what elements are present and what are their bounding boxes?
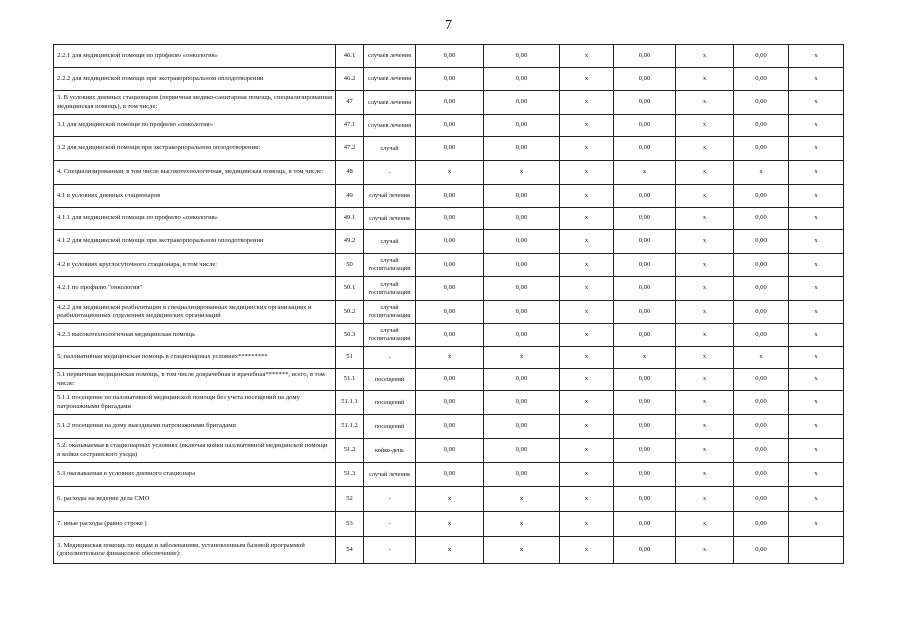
row-name-cell: 4.2.3 высокотехнологичная медицинская помощь — [54, 324, 336, 347]
value-cell-4: 0,00 — [614, 91, 676, 115]
row-name-cell: 3. Медицинская помощь по видам и заболеваниям, установленным базовой программой (дополнительное финансовое обеспечение): — [54, 537, 336, 564]
row-code-cell: 50.2 — [336, 301, 364, 324]
unit-cell: случай лечения — [364, 208, 416, 230]
unit-cell: случай — [364, 230, 416, 254]
value-cell-6: 0,00 — [734, 301, 789, 324]
value-cell-1: 0,00 — [416, 369, 484, 391]
value-cell-2: 0,00 — [484, 91, 560, 115]
value-cell-3: х — [560, 68, 614, 91]
value-cell-6: 0,00 — [734, 415, 789, 439]
row-name-cell: 5.1.1 посещение по паллиативной медицинской помощи без учета посещений на дому патронажными бригадами — [54, 391, 336, 415]
value-cell-1: х — [416, 487, 484, 512]
unit-cell: случай госпитализации — [364, 277, 416, 301]
row-name-cell: 4.1.1 для медицинской помощи по профилю «онкология» — [54, 208, 336, 230]
row-code-cell: 47.2 — [336, 137, 364, 161]
value-cell-2: х — [484, 161, 560, 185]
value-cell-3: х — [560, 91, 614, 115]
value-cell-4: х — [614, 347, 676, 369]
table-row — [54, 537, 844, 564]
value-cell-5: х — [676, 347, 734, 369]
value-cell-3: х — [560, 347, 614, 369]
value-cell-7: х — [789, 137, 844, 161]
table-row — [54, 324, 844, 347]
value-cell-7: х — [789, 324, 844, 347]
row-name-cell: 3.2 для медицинской помощи при экстракорпоральном оплодотворении: — [54, 137, 336, 161]
value-cell-6: 0,00 — [734, 487, 789, 512]
value-cell-5: х — [676, 324, 734, 347]
value-cell-1: х — [416, 537, 484, 564]
value-cell-5: х — [676, 230, 734, 254]
row-code-cell: 47 — [336, 91, 364, 115]
value-cell-4: 0,00 — [614, 301, 676, 324]
unit-cell: случаев лечения — [364, 68, 416, 91]
table-row — [54, 161, 844, 185]
value-cell-7: х — [789, 68, 844, 91]
value-cell-2: х — [484, 487, 560, 512]
value-cell-6: 0,00 — [734, 230, 789, 254]
value-cell-3: х — [560, 415, 614, 439]
unit-cell: случай — [364, 137, 416, 161]
row-code-cell: 51.3 — [336, 463, 364, 487]
value-cell-5: х — [676, 45, 734, 68]
unit-cell: случаев лечения — [364, 91, 416, 115]
value-cell-1: 0,00 — [416, 254, 484, 277]
value-cell-6: х — [734, 161, 789, 185]
value-cell-5: х — [676, 91, 734, 115]
unit-cell: койко-день — [364, 439, 416, 463]
row-code-cell: 51.1 — [336, 369, 364, 391]
value-cell-4: 0,00 — [614, 463, 676, 487]
value-cell-3: х — [560, 324, 614, 347]
value-cell-7: х — [789, 391, 844, 415]
table-row — [54, 347, 844, 369]
row-name-cell: 5.3 оказываемая в условиях дневного стационара — [54, 463, 336, 487]
unit-cell: случай госпитализации — [364, 324, 416, 347]
value-cell-6: 0,00 — [734, 208, 789, 230]
value-cell-4: 0,00 — [614, 277, 676, 301]
unit-cell: - — [364, 487, 416, 512]
value-cell-5: х — [676, 185, 734, 208]
value-cell-7: х — [789, 208, 844, 230]
value-cell-1: 0,00 — [416, 185, 484, 208]
value-cell-5: х — [676, 415, 734, 439]
value-cell-3: х — [560, 161, 614, 185]
value-cell-2: 0,00 — [484, 369, 560, 391]
value-cell-5: х — [676, 68, 734, 91]
table-row — [54, 68, 844, 91]
unit-cell: - — [364, 512, 416, 537]
value-cell-7: х — [789, 512, 844, 537]
unit-cell: случай лечения — [364, 463, 416, 487]
value-cell-7: х — [789, 415, 844, 439]
value-cell-4: 0,00 — [614, 415, 676, 439]
value-cell-7: х — [789, 185, 844, 208]
value-cell-2: 0,00 — [484, 324, 560, 347]
value-cell-2: 0,00 — [484, 277, 560, 301]
value-cell-4: 0,00 — [614, 137, 676, 161]
unit-cell: - — [364, 161, 416, 185]
value-cell-1: 0,00 — [416, 415, 484, 439]
value-cell-2: 0,00 — [484, 391, 560, 415]
value-cell-1: 0,00 — [416, 68, 484, 91]
unit-cell: случай лечения — [364, 185, 416, 208]
value-cell-6: 0,00 — [734, 68, 789, 91]
row-code-cell: 50.1 — [336, 277, 364, 301]
value-cell-4: 0,00 — [614, 254, 676, 277]
value-cell-1: 0,00 — [416, 137, 484, 161]
table-row — [54, 208, 844, 230]
value-cell-1: 0,00 — [416, 277, 484, 301]
value-cell-1: х — [416, 512, 484, 537]
value-cell-2: 0,00 — [484, 68, 560, 91]
value-cell-1: 0,00 — [416, 301, 484, 324]
value-cell-6: х — [734, 347, 789, 369]
value-cell-2: 0,00 — [484, 137, 560, 161]
value-cell-3: х — [560, 137, 614, 161]
value-cell-2: 0,00 — [484, 115, 560, 137]
value-cell-6: 0,00 — [734, 185, 789, 208]
unit-cell: - — [364, 537, 416, 564]
value-cell-1: 0,00 — [416, 91, 484, 115]
table-row — [54, 369, 844, 391]
table-row — [54, 277, 844, 301]
value-cell-6: 0,00 — [734, 369, 789, 391]
table-row — [54, 487, 844, 512]
unit-cell: случай госпитализации — [364, 254, 416, 277]
table-row — [54, 230, 844, 254]
table-row — [54, 415, 844, 439]
row-name-cell: 2.2.2 для медицинской помощи при экстракорпоральном оплодотворении — [54, 68, 336, 91]
table-row — [54, 463, 844, 487]
value-cell-4: х — [614, 161, 676, 185]
row-code-cell: 49.2 — [336, 230, 364, 254]
row-name-cell: 6. расходы на ведение дела СМО — [54, 487, 336, 512]
value-cell-4: 0,00 — [614, 45, 676, 68]
value-cell-6: 0,00 — [734, 45, 789, 68]
value-cell-7: х — [789, 91, 844, 115]
value-cell-3: х — [560, 439, 614, 463]
row-code-cell: 51.1.2 — [336, 415, 364, 439]
table-body — [54, 45, 844, 564]
value-cell-7: х — [789, 277, 844, 301]
value-cell-6: 0,00 — [734, 115, 789, 137]
value-cell-4: 0,00 — [614, 487, 676, 512]
value-cell-3: х — [560, 208, 614, 230]
unit-cell: посещений — [364, 391, 416, 415]
value-cell-5: х — [676, 439, 734, 463]
unit-cell: - — [364, 347, 416, 369]
value-cell-5: х — [676, 463, 734, 487]
row-name-cell: 5.2. оказываемая в стационарных условиях (включая койки паллиативной медицинской помощи и койки сестринского ухода) — [54, 439, 336, 463]
value-cell-1: х — [416, 347, 484, 369]
value-cell-7: х — [789, 463, 844, 487]
value-cell-5: х — [676, 208, 734, 230]
row-name-cell: 7. иные расходы (равно строке ) — [54, 512, 336, 537]
value-cell-7: х — [789, 347, 844, 369]
value-cell-5: х — [676, 277, 734, 301]
value-cell-2: х — [484, 537, 560, 564]
row-name-cell: 5. паллиативная медицинская помощь в стационарных условиях********* — [54, 347, 336, 369]
value-cell-5: х — [676, 301, 734, 324]
row-code-cell: 54 — [336, 537, 364, 564]
row-name-cell: 5.1.2 посещения на дому выездными патронажными бригадами — [54, 415, 336, 439]
value-cell-3: х — [560, 487, 614, 512]
page-number: 7 — [445, 18, 452, 33]
value-cell-6: 0,00 — [734, 537, 789, 564]
value-cell-6: 0,00 — [734, 91, 789, 115]
unit-cell: случаев лечения — [364, 115, 416, 137]
value-cell-3: х — [560, 463, 614, 487]
value-cell-1: 0,00 — [416, 208, 484, 230]
value-cell-5: х — [676, 369, 734, 391]
value-cell-7: х — [789, 254, 844, 277]
row-name-cell: 4.1.2 для медицинской помощи при экстракорпоральном оплодотворении — [54, 230, 336, 254]
value-cell-5: х — [676, 115, 734, 137]
unit-cell: случай госпитализации — [364, 301, 416, 324]
unit-cell: посещений — [364, 415, 416, 439]
table-row — [54, 254, 844, 277]
value-cell-7: х — [789, 161, 844, 185]
row-code-cell: 50.3 — [336, 324, 364, 347]
value-cell-3: х — [560, 301, 614, 324]
row-name-cell: 4.2.2 для медицинской реабилитации в специализированных медицинских организациях и реабилитационных отделениях медицинских организаций — [54, 301, 336, 324]
value-cell-6: 0,00 — [734, 254, 789, 277]
value-cell-4: 0,00 — [614, 391, 676, 415]
row-name-cell: 2.2.1 для медицинской помощи по профилю «онкология» — [54, 45, 336, 68]
value-cell-3: х — [560, 230, 614, 254]
value-cell-2: 0,00 — [484, 185, 560, 208]
row-name-cell: 3. В условиях дневных стационаров (первичная медико-санитарная помощь, специализированная медицинская помощь), в том числе: — [54, 91, 336, 115]
value-cell-2: 0,00 — [484, 415, 560, 439]
row-code-cell: 53 — [336, 512, 364, 537]
value-cell-4: 0,00 — [614, 68, 676, 91]
table-row — [54, 137, 844, 161]
table-row — [54, 391, 844, 415]
row-code-cell: 50 — [336, 254, 364, 277]
row-code-cell: 49 — [336, 185, 364, 208]
value-cell-7: х — [789, 439, 844, 463]
value-cell-2: 0,00 — [484, 230, 560, 254]
value-cell-5: х — [676, 161, 734, 185]
value-cell-4: 0,00 — [614, 115, 676, 137]
value-cell-6: 0,00 — [734, 324, 789, 347]
row-code-cell: 52 — [336, 487, 364, 512]
value-cell-2: х — [484, 512, 560, 537]
value-cell-4: 0,00 — [614, 439, 676, 463]
row-code-cell: 51.2 — [336, 439, 364, 463]
value-cell-5: х — [676, 537, 734, 564]
row-name-cell: 4.1 в условиях дневных стационаров — [54, 185, 336, 208]
value-cell-6: 0,00 — [734, 137, 789, 161]
value-cell-1: х — [416, 161, 484, 185]
value-cell-6: 0,00 — [734, 439, 789, 463]
value-cell-1: 0,00 — [416, 324, 484, 347]
value-cell-3: х — [560, 277, 614, 301]
row-name-cell: 4.2.1 по профилю "онкология" — [54, 277, 336, 301]
value-cell-3: х — [560, 254, 614, 277]
value-cell-7 — [789, 537, 844, 564]
value-cell-2: 0,00 — [484, 45, 560, 68]
value-cell-1: 0,00 — [416, 115, 484, 137]
unit-cell: случаев лечения — [364, 45, 416, 68]
value-cell-1: 0,00 — [416, 439, 484, 463]
unit-cell: посещений — [364, 369, 416, 391]
table-row — [54, 512, 844, 537]
value-cell-6: 0,00 — [734, 277, 789, 301]
value-cell-4: 0,00 — [614, 324, 676, 347]
value-cell-2: х — [484, 347, 560, 369]
value-cell-4: 0,00 — [614, 185, 676, 208]
value-cell-4: 0,00 — [614, 369, 676, 391]
value-cell-5: х — [676, 512, 734, 537]
value-cell-5: х — [676, 254, 734, 277]
value-cell-4: 0,00 — [614, 208, 676, 230]
value-cell-3: х — [560, 45, 614, 68]
value-cell-3: х — [560, 369, 614, 391]
row-code-cell: 51 — [336, 347, 364, 369]
value-cell-7: х — [789, 115, 844, 137]
value-cell-5: х — [676, 391, 734, 415]
value-cell-3: х — [560, 185, 614, 208]
row-code-cell: 51.1.1 — [336, 391, 364, 415]
row-code-cell: 49.1 — [336, 208, 364, 230]
row-name-cell: 3.1 для медицинской помощи по профилю «онкология» — [54, 115, 336, 137]
row-code-cell: 46.1 — [336, 45, 364, 68]
value-cell-3: х — [560, 512, 614, 537]
value-cell-1: 0,00 — [416, 391, 484, 415]
table-row — [54, 115, 844, 137]
table-row — [54, 45, 844, 68]
table-row — [54, 301, 844, 324]
row-name-cell: 4.2 в условиях круглосуточного стационара, в том числе: — [54, 254, 336, 277]
value-cell-3: х — [560, 115, 614, 137]
value-cell-3: х — [560, 537, 614, 564]
value-cell-2: 0,00 — [484, 208, 560, 230]
table-row — [54, 439, 844, 463]
value-cell-5: х — [676, 487, 734, 512]
value-cell-7: х — [789, 230, 844, 254]
value-cell-4: 0,00 — [614, 512, 676, 537]
value-cell-2: 0,00 — [484, 463, 560, 487]
value-cell-6: 0,00 — [734, 391, 789, 415]
value-cell-1: 0,00 — [416, 230, 484, 254]
value-cell-7: х — [789, 369, 844, 391]
value-cell-6: 0,00 — [734, 512, 789, 537]
table-row — [54, 185, 844, 208]
row-code-cell: 46.2 — [336, 68, 364, 91]
value-cell-2: 0,00 — [484, 301, 560, 324]
value-cell-3: х — [560, 391, 614, 415]
table-row — [54, 91, 844, 115]
value-cell-2: 0,00 — [484, 439, 560, 463]
value-cell-1: 0,00 — [416, 45, 484, 68]
row-code-cell: 48 — [336, 161, 364, 185]
value-cell-4: 0,00 — [614, 230, 676, 254]
row-name-cell: 5.1 первичная медицинская помощь, в том числе доврачебная и врачебная*******, всего, в том числе: — [54, 369, 336, 391]
value-cell-1: 0,00 — [416, 463, 484, 487]
row-code-cell: 47.1 — [336, 115, 364, 137]
data-table — [53, 44, 844, 564]
value-cell-7: х — [789, 45, 844, 68]
value-cell-2: 0,00 — [484, 254, 560, 277]
row-name-cell: 4. Специализированная, в том числе высокотехнологичная, медицинская помощь, в том числе: — [54, 161, 336, 185]
value-cell-7: х — [789, 301, 844, 324]
value-cell-6: 0,00 — [734, 463, 789, 487]
value-cell-4: 0,00 — [614, 537, 676, 564]
value-cell-5: х — [676, 137, 734, 161]
value-cell-7: х — [789, 487, 844, 512]
